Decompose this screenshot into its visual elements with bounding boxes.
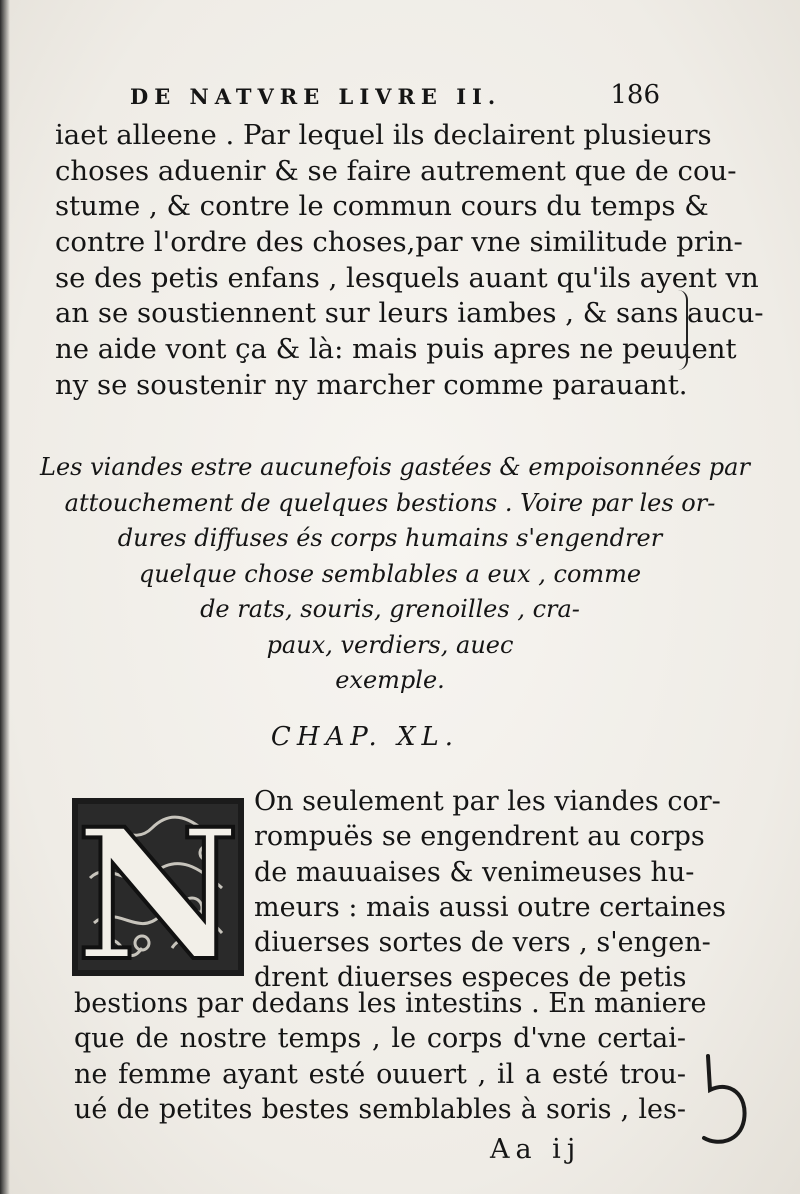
margin-annotation-text: 5 [700, 1050, 701, 1051]
body-line: que de nostre temps , le corps d'vne certai- [74, 1023, 686, 1055]
text-line: contre l'ordre des choses,par vne similitude prin- [55, 226, 743, 259]
margin-bracket-mark [676, 290, 688, 370]
chapter-summary [40, 450, 750, 699]
initial-letter: N [75, 798, 241, 976]
chapter-body-indented [254, 784, 726, 996]
top-paragraph [55, 118, 764, 404]
body-line: drent diuerses especes de petis [254, 962, 687, 994]
chapter-body-full [74, 986, 707, 1127]
body-line: rompuës se engendrent au corps [254, 821, 705, 853]
decorated-initial-n [72, 798, 244, 976]
summary-line: exemple. [335, 666, 445, 694]
body-line: bestions par dedans les intestins . En maniere [74, 988, 707, 1019]
running-title: DE NATVRE LIVRE II. [130, 84, 502, 109]
page-edge-shadow [0, 0, 10, 1194]
text-line: iaet alleene . Par lequel ils declairent plusieurs [55, 119, 712, 151]
summary-line: de rats, souris, grenoilles , cra- [200, 595, 580, 623]
summary-line: attouchement de quelques bestions . Voire par les or- [64, 488, 716, 517]
signature-mark: Aa ij [490, 1134, 582, 1165]
handwritten-margin-number [700, 1050, 750, 1150]
text-line: an se soustiennent sur leurs iambes , & sans aucu- [55, 297, 764, 330]
body-line: de mauuaises & venimeuses hu- [254, 856, 695, 888]
summary-line: dures diffuses és corps humains s'engendrer [117, 524, 663, 552]
page-number: 186 [610, 80, 660, 110]
summary-line: quelque chose semblables a eux , comme [138, 559, 642, 588]
text-line: se des petis enfans , lesquels auant qu'ils ayent vn [55, 261, 759, 294]
text-line: stume , & contre le commun cours du temps & [55, 190, 709, 223]
body-line: ne femme ayant esté ouuert , il a esté trou- [74, 1058, 686, 1090]
text-line: choses aduenir & se faire autrement que de cou- [55, 154, 737, 187]
body-line: diuerses sortes de vers , s'engen- [254, 927, 711, 959]
text-line: ny se soustenir ny marcher comme parauant. [55, 368, 688, 401]
chapter-heading: CHAP. XL. [270, 722, 460, 752]
summary-line: Les viandes estre aucunefois gastées & empoisonnées par [40, 453, 750, 481]
body-line: On seulement par les viandes cor- [254, 786, 721, 817]
body-line: meurs : mais aussi outre certaines [254, 891, 726, 923]
text-line: ne aide vont ça & là: mais puis apres ne peuuent [55, 333, 737, 366]
summary-line: paux, verdiers, auec [266, 630, 514, 659]
running-head [130, 80, 670, 118]
body-line: ué de petites bestes semblables à soris , les- [74, 1093, 686, 1125]
